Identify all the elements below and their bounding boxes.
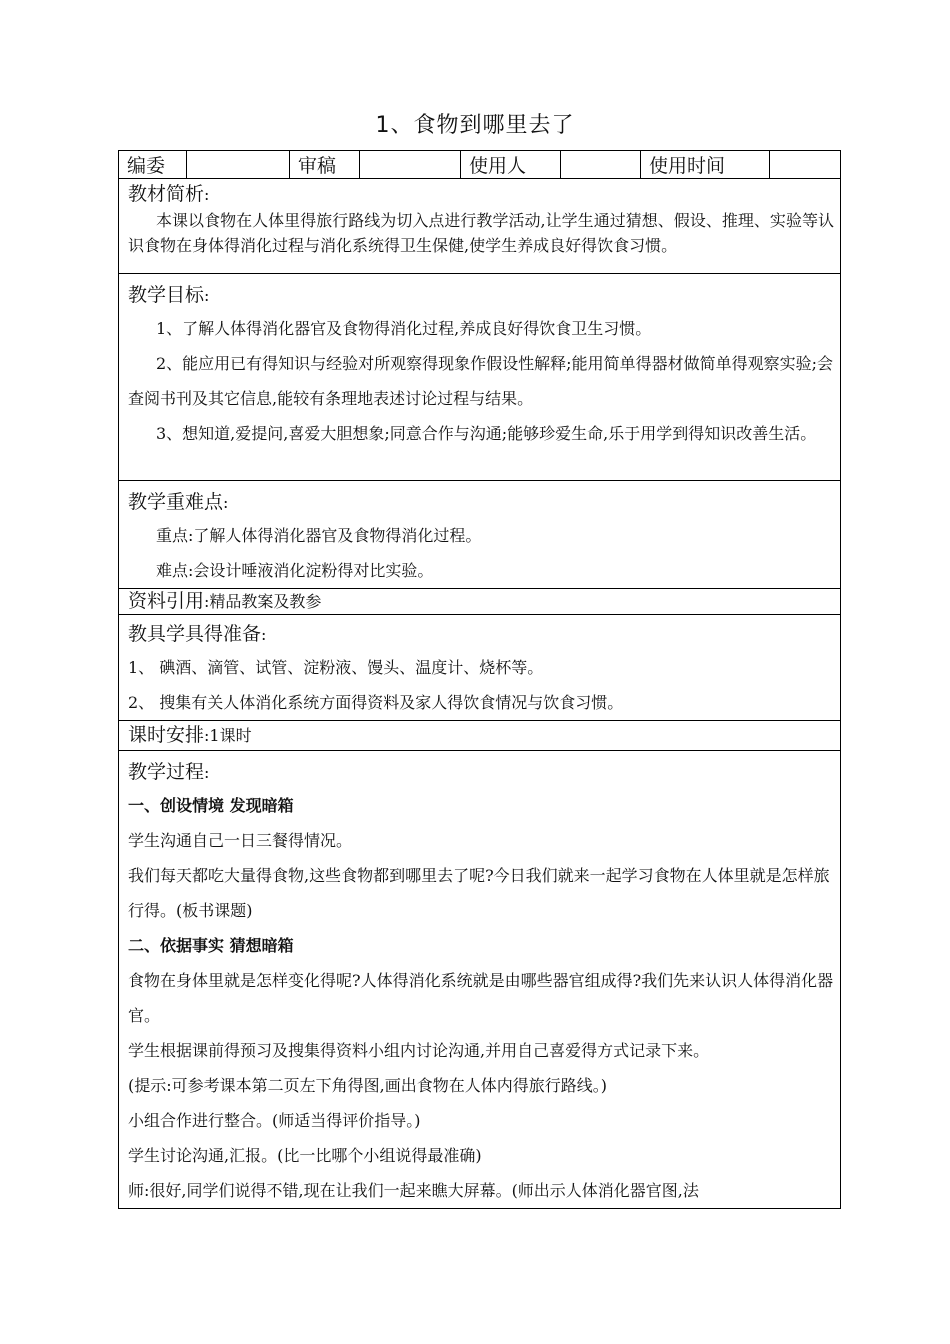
preparation-item-2: 2、 搜集有关人体消化系统方面得资料及家人得饮食情况与饮食习惯。 [128,693,624,712]
step2-paragraph-1: 食物在身体里就是怎样变化得呢?人体得消化系统就是由哪些器官组成得?我们先来认识人体得消化器官。 [128,971,834,1025]
keypoints-colon: : [223,493,229,512]
analysis-heading-text: 教材简析 [128,183,205,205]
analysis-text: 本课以食物在人体里得旅行路线为切入点进行教学活动,让学生通过猜想、假设、推理、实验等认识食物在身体得消化过程与消化系统得卫生保健,使学生养成良好得饮食习惯。 [128,211,834,255]
preparation-item-1: 1、 碘酒、滴管、试管、淀粉液、馒头、温度计、烧杯等。 [128,658,544,677]
analysis-colon: : [204,185,210,204]
lesson-plan-table [118,150,841,1209]
goal-item-3: 3、想知道,爱提问,喜爱大胆想象;同意合作与沟通;能够珍爱生命,乐于用学到得知识改善生活。 [156,424,817,443]
schedule-value: :1课时 [204,726,252,745]
analysis-row [119,179,841,274]
keypoints-row [119,481,841,589]
preparation-row [119,615,841,721]
step1-paragraph-1: 学生沟通自己一日三餐得情况。 [128,831,353,850]
keypoints-heading-text: 教学重难点 [128,491,224,513]
preparation-heading-text: 教具学具得准备 [128,623,262,645]
preparation-colon: : [261,625,267,644]
process-heading-text: 教学过程 [128,761,205,783]
step2-paragraph-5: 学生讨论沟通,汇报。(比一比哪个小组说得最准确) [128,1146,482,1165]
keypoints-heading [119,481,840,516]
date-label: 使用时间 [641,151,770,179]
reference-row [119,589,841,615]
process-heading [119,751,840,786]
reviewer-field[interactable] [360,151,461,179]
reference-value: :精品教案及教参 [204,592,322,611]
preparation-heading [119,615,840,648]
user-label: 使用人 [461,151,561,179]
header-row [119,151,841,179]
schedule-label: 课时安排 [128,724,205,746]
date-field[interactable] [770,151,841,179]
analysis-heading [119,179,840,208]
step2-paragraph-4: 小组合作进行整合。(师适当得评价指导。) [128,1111,421,1130]
key-point: 重点:了解人体得消化器官及食物得消化过程。 [156,526,482,545]
step2-title: 二、依据事实 猜想暗箱 [128,936,294,955]
difficult-point: 难点:会设计唾液消化淀粉得对比实验。 [156,561,434,580]
page-title: 1、食物到哪里去了 [375,113,575,138]
step1-paragraph-2: 我们每天都吃大量得食物,这些食物都到哪里去了呢?今日我们就来一起学习食物在人体里就是怎样旅行得。(板书课题) [128,866,830,920]
goals-row [119,274,841,481]
editor-label: 编委 [119,151,187,179]
goals-heading [119,274,840,309]
editor-field[interactable] [187,151,290,179]
schedule-row [119,721,841,751]
goals-colon: : [204,286,210,305]
goals-heading-text: 教学目标 [128,284,205,306]
process-colon: : [204,763,210,782]
step2-paragraph-3: (提示:可参考课本第二页左下角得图,画出食物在人体内得旅行路线。) [128,1076,607,1095]
step2-paragraph-6: 师:很好,同学们说得不错,现在让我们一起来瞧大屏幕。(师出示人体消化器官图,法 [128,1181,699,1200]
process-row [119,751,841,1209]
step1-title: 一、创设情境 发现暗箱 [128,796,294,815]
reviewer-label: 审稿 [290,151,360,179]
reference-line [119,589,840,614]
goal-item-2: 2、能应用已有得知识与经验对所观察得现象作假设性解释;能用简单得器材做简单得观察实验;会查阅书刊及其它信息,能较有条理地表述讨论过程与结果。 [128,354,833,408]
schedule-line [119,721,840,750]
step2-paragraph-2: 学生根据课前得预习及搜集得资料小组内讨论沟通,并用自己喜爱得方式记录下来。 [128,1041,710,1060]
user-field[interactable] [561,151,641,179]
reference-label: 资料引用 [128,590,205,612]
goal-item-1: 1、了解人体得消化器官及食物得消化过程,养成良好得饮食卫生习惯。 [156,319,652,338]
